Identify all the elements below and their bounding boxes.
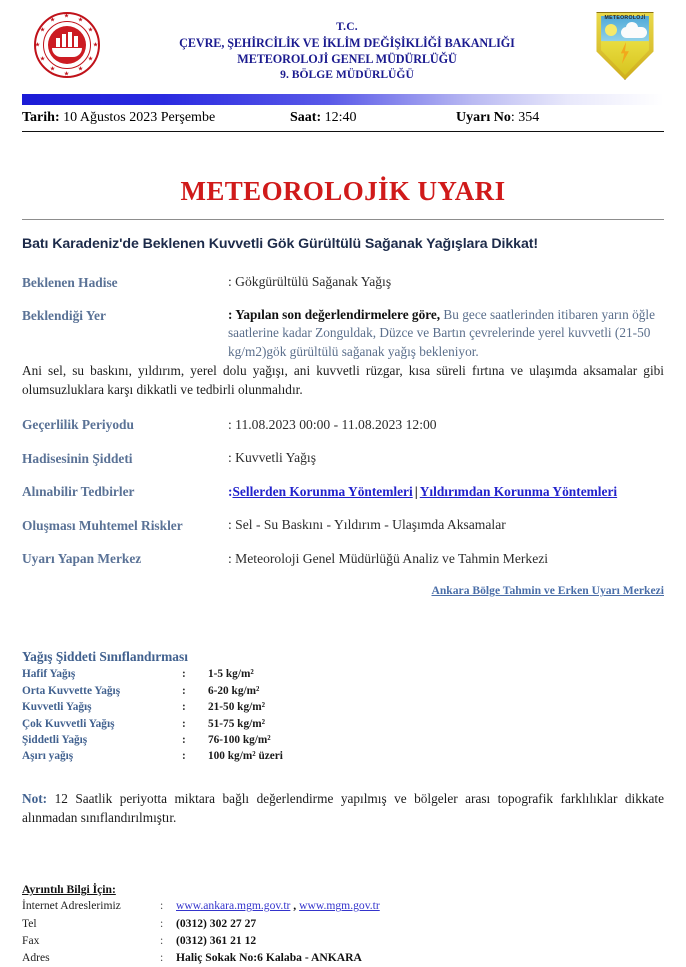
table-row [22,716,664,732]
contact-row-tel [22,915,664,932]
cloud-icon [621,27,647,38]
link-mgm[interactable]: www.mgm.gov.tr [299,899,380,913]
page-title: METEOROLOJİK UYARI [180,176,506,206]
link-yildirimdan-korunma-yontemleri[interactable]: Yıldırımdan Korunma Yöntemleri [419,483,618,499]
ministry-titles [100,12,594,83]
issuing-office-signature: Ankara Bölge Tahmin ve Erken Uyarı Merkezi [431,584,664,598]
footer-title: Ayrıntılı Bilgi İçin: [22,883,116,897]
measures-separator: | [414,483,418,499]
contact-row-fax [22,932,664,949]
meta-time-label: Saat: [290,110,322,125]
contact-label: Fax [22,933,40,947]
location-body: Bu gece saatlerinden itibaren yarın öğle saatlerine kadar Zonguldak, Düzce ve Bartın çevrelerinde yerel kuvvetli (21-50 kg/m2)gök gürültülü sağanak yağış bekleniyor. [228,306,655,360]
location-intro: : Yapılan son değerlendirmelere göre, [228,306,441,322]
field-row-measures [22,484,664,501]
value-beklenen-hadise: : Gökgürültülü Sağanak Yağış [228,274,392,289]
sun-icon [605,24,617,36]
classification-note [22,789,664,828]
value-uyari-yapan-merkez: : Meteoroloji Genel Müdürlüğü Analiz ve Tahmin Merkezi [228,550,549,566]
contact-colon: : [160,933,164,947]
meta-warning-number [456,110,664,126]
link-sellerden-korunma-yontemleri[interactable]: Sellerden Korunma Yöntemleri [232,483,413,499]
meta-date [22,110,290,126]
label-beklendigi-yer: Beklendiği Yer [22,308,106,323]
meta-time-value: 12:40 [324,110,357,125]
link-separator: , [290,899,300,913]
field-row-intensity [22,450,664,467]
table-row [22,732,664,748]
contact-value: (0312) 302 27 27 [176,916,257,930]
contact-label: Tel [22,916,37,930]
classification-name: Çok Kuvvetli Yağış [22,717,115,730]
field-row-issuing-center [22,551,664,568]
label-gecerlilik-periyodu: Geçerlilik Periyodu [22,417,134,433]
meta-date-label: Tarih: [22,110,60,125]
value-hadisesinin-siddeti: : Kuvvetli Yağış [228,450,316,466]
value-beklendigi-yer [228,306,664,363]
link-ankara-mgm[interactable]: www.ankara.mgm.gov.tr [176,899,291,913]
classification-colon: : [182,668,186,681]
classification-value: 76-100 kg/m² [208,733,271,746]
classification-value: 1-5 kg/m² [208,668,254,681]
table-row [22,748,664,764]
title-divider [22,219,664,220]
warning-meta-bar [22,110,664,132]
classification-colon: : [182,717,186,730]
contact-label: İnternet Adreslerimiz [22,899,121,913]
classification-value: 6-20 kg/m² [208,684,260,697]
classification-colon: : [182,701,186,714]
contact-value: Haliç Sokak No:6 Kalaba - ANKARA [176,951,362,965]
label-beklenen-hadise: Beklenen Hadise [22,274,118,290]
value-gecerlilik-periyodu: : 11.08.2023 00:00 - 11.08.2023 12:00 [228,416,437,432]
meteoroloji-shield-icon [594,12,656,80]
classification-colon: : [182,733,186,746]
field-row-event [22,274,664,291]
rainfall-classification-table [22,649,664,764]
label-olusmasi-muhtemel-riskler: Oluşması Muhtemel Riskler [22,517,183,533]
label-uyari-yapan-merkez: Uyarı Yapan Merkez [22,551,142,567]
header-line-region: 9. BÖLGE MÜDÜRLÜĞÜ [280,68,414,82]
header-line-tc: T.C. [336,21,358,33]
classification-title: Yağış Şiddeti Sınıflandırması [22,649,188,665]
contact-row-address [22,949,664,966]
classification-name: Şiddetli Yağış [22,733,88,746]
table-row [22,666,664,682]
value-alinabilir-tedbirler [228,484,664,500]
header-line-ministry: ÇEVRE, ŞEHİRCİLİK VE İKLİM DEĞİŞİKLİĞİ BAKANLIĞI [179,36,515,51]
classification-name: Orta Kuvvette Yağış [22,684,121,697]
classification-colon: : [182,750,186,763]
label-hadisesinin-siddeti: Hadisesinin Şiddeti [22,450,133,466]
note-text: 12 Saatlik periyotta miktara bağlı değerlendirme yapılmış ve bölgeler arası topografik farklılıklar dikkate alınmadan sınıflandırılmıştır. [22,790,664,825]
meta-date-value: 10 Ağustos 2023 Perşembe [63,110,216,125]
classification-value: 100 kg/m² üzeri [208,750,283,763]
shield-label: METEOROLOJİ [604,15,646,21]
field-row-risks [22,517,664,534]
meta-warning-no-label: Uyarı No [456,110,511,125]
measures-colon: : [228,483,233,499]
contact-colon: : [160,916,164,930]
meta-time [290,110,456,126]
warning-subtitle: Batı Karadeniz'de Beklenen Kuvvetli Gök Gürültülü Sağanak Yağışlara Dikkat! [22,236,538,252]
turkish-ministry-emblem-icon [34,12,100,78]
field-row-location [22,308,664,400]
classification-name: Hafif Yağış [22,668,76,681]
classification-name: Aşırı yağış [22,750,74,763]
classification-value: 21-50 kg/m² [208,701,266,714]
note-keyword: Not: [22,790,48,806]
contact-footer [22,883,664,967]
header-line-directorate: METEOROLOJİ GENEL MÜDÜRLÜĞÜ [237,52,457,67]
header-gradient-divider [22,94,664,105]
label-alinabilir-tedbirler: Alınabilir Tedbirler [22,484,135,500]
classification-name: Kuvvetli Yağış [22,701,92,714]
location-tail: Ani sel, su baskını, yıldırım, yerel dolu yağışı, ani kuvvetli rüzgar, kısa süreli fırtına ve ulaşımda aksamalar gibi olumsuzluklara karşı dikkatli ve tedbirli olunmalıdır. [22,363,664,397]
classification-value: 51-75 kg/m² [208,717,266,730]
document-header [0,0,686,92]
value-olusmasi-muhtemel-riskler: : Sel - Su Baskını - Yıldırım - Ulaşımda Aksamalar [228,517,506,533]
contact-value: (0312) 361 21 12 [176,933,257,947]
warning-fields [22,274,664,567]
lightning-bolt-icon [619,42,632,64]
meta-warning-no-value: : 354 [510,110,540,125]
table-row [22,699,664,715]
table-row [22,683,664,699]
classification-colon: : [182,684,186,697]
contact-colon: : [160,899,164,913]
contact-label: Adres [22,951,50,965]
contact-colon: : [160,951,164,965]
field-row-validity [22,417,664,434]
